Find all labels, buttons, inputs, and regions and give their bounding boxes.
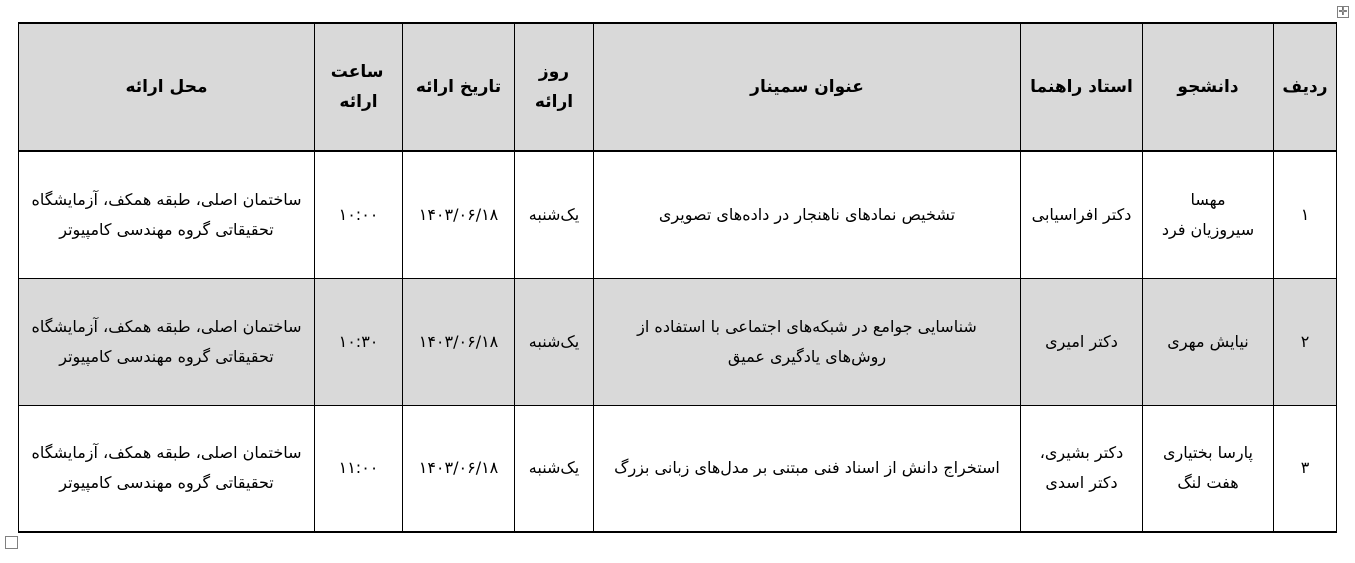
cell-seminar-title bbox=[594, 278, 1021, 405]
cell-date: ۱۴۰۳/۰۶/۱۸ bbox=[403, 151, 515, 278]
cell-supervisor: دکتر امیری bbox=[1021, 278, 1143, 405]
cell-location: ساختمان اصلی، طبقه همکف، آزمایشگاه تحقیقاتی گروه مهندسی کامپیوتر bbox=[19, 405, 315, 532]
table-row bbox=[19, 405, 1337, 532]
cell-radif: ۳ bbox=[1274, 405, 1337, 532]
cell-seminar-title: تشخیص نمادهای ناهنجار در داده‌های تصویری bbox=[594, 151, 1021, 278]
cell-radif: ۲ bbox=[1274, 278, 1337, 405]
cell-location: ساختمان اصلی، طبقه همکف، آزمایشگاه تحقیقاتی گروه مهندسی کامپیوتر bbox=[19, 151, 315, 278]
table-row bbox=[19, 151, 1337, 278]
cell-day: یک‌شنبه bbox=[515, 278, 594, 405]
header-seminar-title: عنوان سمینار bbox=[594, 23, 1021, 151]
cell-seminar-title: استخراج دانش از اسناد فنی مبتنی بر مدل‌های زبانی بزرگ bbox=[594, 405, 1021, 532]
student-name: پارسا بختیاری هفت لنگ bbox=[1163, 443, 1253, 493]
cell-time: ۱۰:۰۰ bbox=[315, 151, 403, 278]
student-name: مهسا سیروزیان فرد bbox=[1161, 189, 1255, 239]
table-resize-handle[interactable] bbox=[5, 536, 18, 549]
header-time-label: ساعت ارائه bbox=[330, 62, 384, 112]
table-move-handle-icon[interactable]: ✛ bbox=[1338, 5, 1348, 18]
header-student: دانشجو bbox=[1143, 23, 1274, 151]
cell-date: ۱۴۰۳/۰۶/۱۸ bbox=[403, 278, 515, 405]
supervisor-names: دکتر بشیری، دکتر اسدی bbox=[1039, 443, 1124, 493]
header-location: محل ارائه bbox=[19, 23, 315, 151]
seminar-title-text: شناسایی جوامع در شبکه‌های اجتماعی با استفاده از روش‌های یادگیری عمیق bbox=[637, 316, 977, 366]
cell-student bbox=[1143, 405, 1274, 532]
table-header-row bbox=[19, 23, 1337, 151]
cell-student bbox=[1143, 151, 1274, 278]
cell-supervisor bbox=[1021, 405, 1143, 532]
header-time bbox=[315, 23, 403, 151]
cell-time: ۱۱:۰۰ bbox=[315, 405, 403, 532]
cell-radif: ۱ bbox=[1274, 151, 1337, 278]
cell-location: ساختمان اصلی، طبقه همکف، آزمایشگاه تحقیقاتی گروه مهندسی کامپیوتر bbox=[19, 278, 315, 405]
cell-supervisor: دکتر افراسیابی bbox=[1021, 151, 1143, 278]
cell-day: یک‌شنبه bbox=[515, 405, 594, 532]
header-radif: ردیف bbox=[1274, 23, 1337, 151]
table-row bbox=[19, 278, 1337, 405]
seminar-schedule-table bbox=[18, 22, 1337, 533]
header-date: تاریخ ارائه bbox=[403, 23, 515, 151]
cell-student: نیایش مهری bbox=[1143, 278, 1274, 405]
header-day-label: روز ارائه bbox=[534, 62, 574, 112]
cell-date: ۱۴۰۳/۰۶/۱۸ bbox=[403, 405, 515, 532]
cell-time: ۱۰:۳۰ bbox=[315, 278, 403, 405]
cell-day: یک‌شنبه bbox=[515, 151, 594, 278]
header-day bbox=[515, 23, 594, 151]
header-supervisor: استاد راهنما bbox=[1021, 23, 1143, 151]
